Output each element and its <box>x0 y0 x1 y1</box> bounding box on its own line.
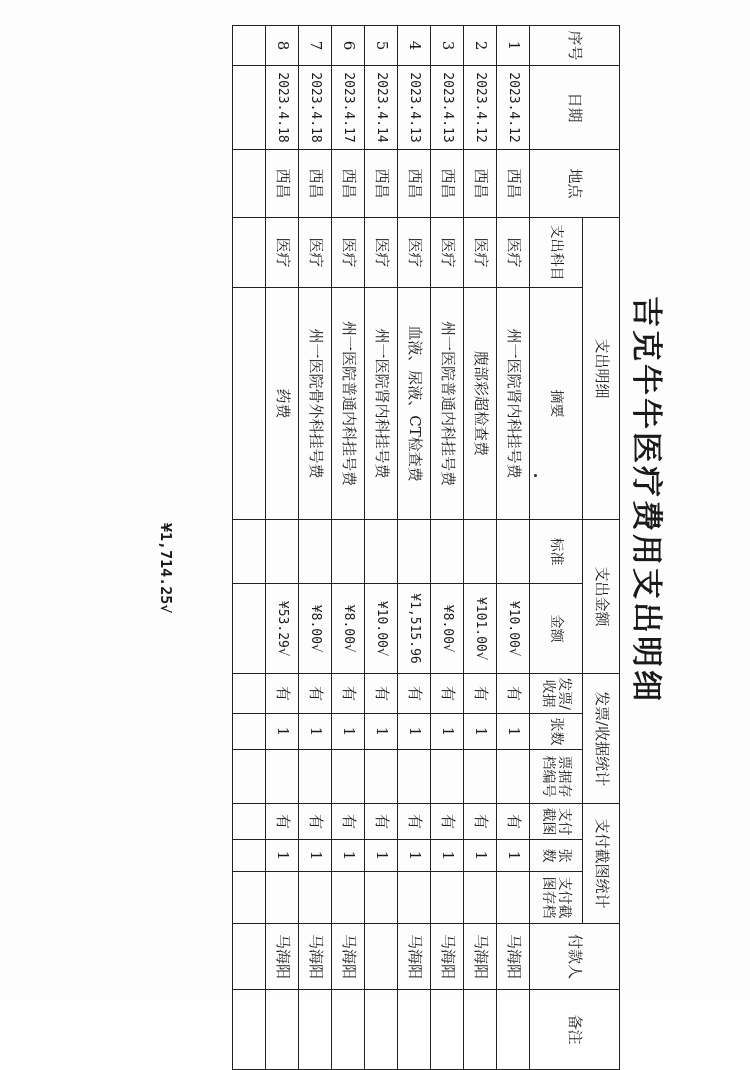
invoice-cell: 有 <box>365 674 398 714</box>
count-cell: 1 <box>464 714 497 750</box>
summary-cell: 州一医院普通内科挂号费 <box>332 288 365 520</box>
date-cell: 2023.4.12 <box>464 66 497 150</box>
standard-cell <box>365 520 398 584</box>
amount-value: ¥8.00 <box>440 604 456 644</box>
shot-archive-cell <box>398 872 431 924</box>
pay-shot-cell <box>233 804 266 840</box>
header-invoice: 发票/收据 <box>530 674 583 714</box>
remark-cell <box>365 990 398 1070</box>
document-title: 吉克牛牛医疗费用支出明细 <box>628 296 664 704</box>
check-mark: √ <box>275 647 291 657</box>
archive-no-cell <box>299 750 332 804</box>
seq-cell: 3 <box>431 26 464 66</box>
archive-no-cell <box>431 750 464 804</box>
date-cell: 2023.4.13 <box>398 66 431 150</box>
check-mark: √ <box>440 643 456 653</box>
archive-no-cell <box>398 750 431 804</box>
pay-shot-cell: 有 <box>398 804 431 840</box>
place-cell: 西昌 <box>398 150 431 218</box>
seq-cell: 4 <box>398 26 431 66</box>
header-summary: 摘要 <box>530 288 583 520</box>
payer-cell: 马海阳 <box>398 924 431 990</box>
count-cell: 1 <box>431 714 464 750</box>
expense-table-body <box>233 26 620 1070</box>
pay-shot-cell: 有 <box>431 804 464 840</box>
category-cell: 医疗 <box>398 218 431 288</box>
payer-cell: 马海阳 <box>266 924 299 990</box>
remark-cell <box>233 990 266 1070</box>
header-screenshot-group: 支付截图统计 <box>583 804 620 924</box>
amount-cell <box>365 584 398 674</box>
shot-count-cell: 1 <box>299 840 332 872</box>
shot-count-cell: 1 <box>497 840 530 872</box>
summary-cell: 血液、尿液、CT检查费 <box>398 288 431 520</box>
archive-no-cell <box>464 750 497 804</box>
date-cell <box>233 66 266 150</box>
shot-archive-cell <box>431 872 464 924</box>
pay-shot-cell: 有 <box>266 804 299 840</box>
invoice-cell: 有 <box>464 674 497 714</box>
header-category: 支出科目 <box>530 218 583 288</box>
remark-cell <box>431 990 464 1070</box>
pay-shot-cell: 有 <box>464 804 497 840</box>
check-mark: √ <box>341 643 357 653</box>
amount-cell <box>266 584 299 674</box>
check-mark: √ <box>473 651 489 661</box>
table-row <box>266 26 299 1070</box>
date-cell: 2023.4.17 <box>332 66 365 150</box>
summary-cell: 州一医院普通内科挂号费 <box>431 288 464 520</box>
category-cell: 医疗 <box>365 218 398 288</box>
payer-cell: 马海阳 <box>464 924 497 990</box>
standard-cell <box>332 520 365 584</box>
date-cell: 2023.4.12 <box>497 66 530 150</box>
header-place: 地点 <box>530 150 620 218</box>
date-cell: 2023.4.18 <box>299 66 332 150</box>
archive-no-cell <box>365 750 398 804</box>
header-standard: 标准 <box>530 520 583 584</box>
seq-cell: 5 <box>365 26 398 66</box>
header-payer: 付款人 <box>530 924 620 990</box>
summary-cell: 腹部彩超检查费 <box>464 288 497 520</box>
header-date: 日期 <box>530 66 620 150</box>
summary-cell: 药费 <box>266 288 299 520</box>
check-mark: √ <box>308 643 324 653</box>
shot-archive-cell <box>266 872 299 924</box>
payer-cell: 马海阳 <box>332 924 365 990</box>
date-cell: 2023.4.14 <box>365 66 398 150</box>
scan-speck <box>534 474 537 477</box>
standard-cell <box>431 520 464 584</box>
amount-value: ¥53.29 <box>275 600 291 648</box>
remark-cell <box>464 990 497 1070</box>
shot-count-cell: 1 <box>431 840 464 872</box>
header-remark: 备注 <box>530 990 620 1070</box>
amount-value: ¥101.00 <box>473 596 489 652</box>
date-cell: 2023.4.13 <box>431 66 464 150</box>
header-archive-no: 票据存档编号 <box>530 750 583 804</box>
standard-cell <box>464 520 497 584</box>
category-cell: 医疗 <box>431 218 464 288</box>
shot-archive-cell <box>332 872 365 924</box>
seq-cell: 1 <box>497 26 530 66</box>
count-cell: 1 <box>299 714 332 750</box>
place-cell: 西昌 <box>431 150 464 218</box>
table-row <box>299 26 332 1070</box>
shot-count-cell: 1 <box>332 840 365 872</box>
header-pay-shot: 支付截图 <box>530 804 583 840</box>
header-detail-group: 支出明细 <box>583 218 620 520</box>
summary-cell <box>233 288 266 520</box>
seq-cell: 7 <box>299 26 332 66</box>
shot-archive-cell <box>464 872 497 924</box>
category-cell: 医疗 <box>332 218 365 288</box>
table-row <box>233 26 266 1070</box>
payer-cell <box>233 924 266 990</box>
shot-archive-cell <box>497 872 530 924</box>
table-row <box>398 26 431 1070</box>
remark-cell <box>497 990 530 1070</box>
expense-table <box>232 25 620 1070</box>
summary-cell: 州一医院肾内科挂号费 <box>365 288 398 520</box>
place-cell: 西昌 <box>497 150 530 218</box>
pay-shot-cell: 有 <box>365 804 398 840</box>
pay-shot-cell: 有 <box>299 804 332 840</box>
category-cell: 医疗 <box>266 218 299 288</box>
place-cell: 西昌 <box>365 150 398 218</box>
date-cell: 2023.4.18 <box>266 66 299 150</box>
shot-count-cell: 1 <box>464 840 497 872</box>
total-value: ¥1,714.25 <box>157 523 175 605</box>
header-count: 张数 <box>530 714 583 750</box>
shot-count-cell: 1 <box>365 840 398 872</box>
amount-cell <box>464 584 497 674</box>
header-shot-count: 张数 <box>530 840 583 872</box>
amount-cell <box>332 584 365 674</box>
shot-count-cell: 1 <box>398 840 431 872</box>
amount-value: ¥10.00 <box>374 600 390 648</box>
invoice-cell: 有 <box>332 674 365 714</box>
remark-cell <box>398 990 431 1070</box>
category-cell: 医疗 <box>464 218 497 288</box>
seq-cell: 2 <box>464 26 497 66</box>
table-row <box>431 26 464 1070</box>
table-row <box>497 26 530 1070</box>
count-cell: 1 <box>398 714 431 750</box>
amount-cell <box>497 584 530 674</box>
seq-cell: 8 <box>266 26 299 66</box>
amount-value: ¥8.00 <box>341 604 357 644</box>
header-amount: 金额 <box>530 584 583 674</box>
seq-cell <box>233 26 266 66</box>
place-cell <box>233 150 266 218</box>
category-cell: 医疗 <box>497 218 530 288</box>
pay-shot-cell: 有 <box>497 804 530 840</box>
invoice-cell <box>233 674 266 714</box>
remark-cell <box>299 990 332 1070</box>
payer-cell: 马海阳 <box>497 924 530 990</box>
place-cell: 西昌 <box>464 150 497 218</box>
shot-archive-cell <box>365 872 398 924</box>
place-cell: 西昌 <box>266 150 299 218</box>
amount-value: ¥1,515.96 <box>407 593 423 664</box>
table-row <box>365 26 398 1070</box>
category-cell: 医疗 <box>299 218 332 288</box>
remark-cell <box>266 990 299 1070</box>
invoice-cell: 有 <box>431 674 464 714</box>
pay-shot-cell: 有 <box>332 804 365 840</box>
total-amount <box>157 523 175 613</box>
amount-cell <box>233 584 266 674</box>
standard-cell <box>266 520 299 584</box>
count-cell: 1 <box>365 714 398 750</box>
count-cell: 1 <box>497 714 530 750</box>
summary-cell: 州一医院骨外科挂号费 <box>299 288 332 520</box>
invoice-cell: 有 <box>497 674 530 714</box>
shot-count-cell: 1 <box>266 840 299 872</box>
archive-no-cell <box>497 750 530 804</box>
payer-cell <box>365 924 398 990</box>
header-shot-archive: 支付截图存档 <box>530 872 583 924</box>
archive-no-cell <box>332 750 365 804</box>
remark-cell <box>332 990 365 1070</box>
invoice-cell: 有 <box>266 674 299 714</box>
header-amount-group: 支出金额 <box>583 520 620 674</box>
amount-value: ¥10.00 <box>506 600 522 648</box>
shot-archive-cell <box>299 872 332 924</box>
archive-no-cell <box>233 750 266 804</box>
check-mark: √ <box>374 647 390 657</box>
count-cell <box>233 714 266 750</box>
amount-cell <box>299 584 332 674</box>
seq-cell: 6 <box>332 26 365 66</box>
invoice-cell: 有 <box>398 674 431 714</box>
category-cell <box>233 218 266 288</box>
amount-cell <box>398 584 431 674</box>
payer-cell: 马海阳 <box>299 924 332 990</box>
standard-cell <box>497 520 530 584</box>
payer-cell: 马海阳 <box>431 924 464 990</box>
summary-cell: 州一医院肾内科挂号费 <box>497 288 530 520</box>
header-row-1 <box>583 26 620 1070</box>
count-cell: 1 <box>266 714 299 750</box>
shot-count-cell <box>233 840 266 872</box>
place-cell: 西昌 <box>299 150 332 218</box>
standard-cell <box>233 520 266 584</box>
place-cell: 西昌 <box>332 150 365 218</box>
header-invoice-group: 发票/收据统计 <box>583 674 620 804</box>
amount-value: ¥8.00 <box>308 604 324 644</box>
standard-cell <box>299 520 332 584</box>
table-row <box>332 26 365 1070</box>
standard-cell <box>398 520 431 584</box>
amount-cell <box>431 584 464 674</box>
table-row <box>464 26 497 1070</box>
check-mark: √ <box>506 647 522 657</box>
header-seq: 序号 <box>530 26 620 66</box>
shot-archive-cell <box>233 872 266 924</box>
total-check-mark: √ <box>157 604 172 613</box>
count-cell: 1 <box>332 714 365 750</box>
archive-no-cell <box>266 750 299 804</box>
invoice-cell: 有 <box>299 674 332 714</box>
